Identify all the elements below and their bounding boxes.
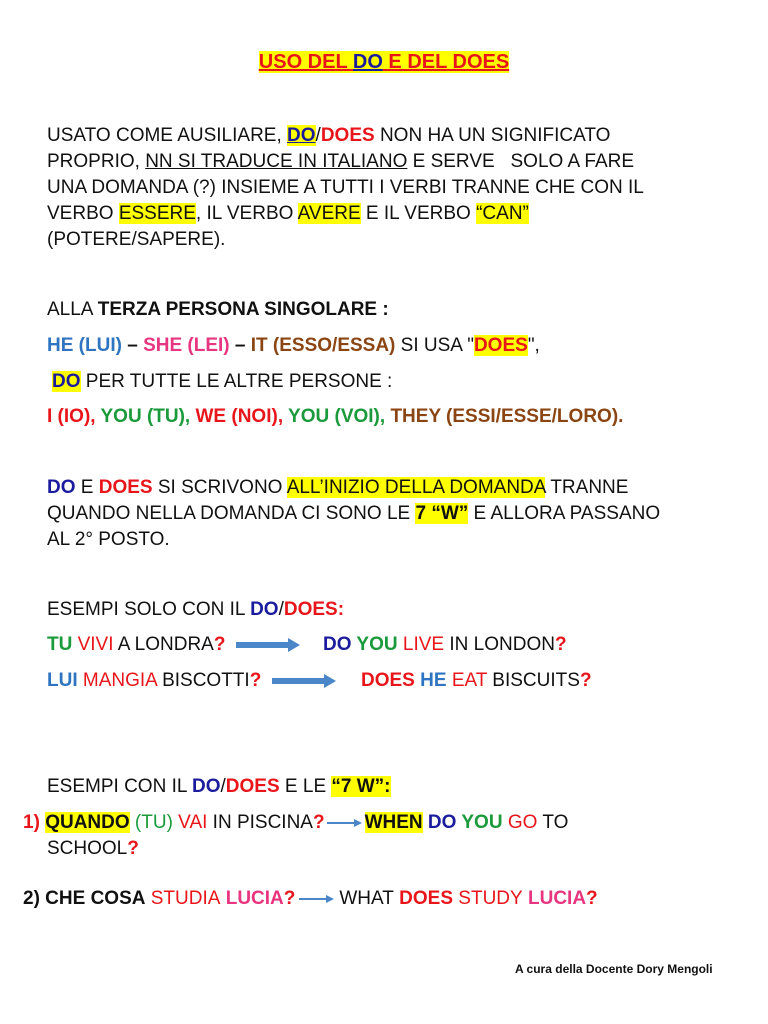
pronoun-we: WE (NOI), bbox=[190, 406, 284, 427]
intro-text: , IL VERBO bbox=[195, 203, 298, 224]
question-mark: ? bbox=[586, 888, 598, 909]
question-mark: ? bbox=[283, 888, 296, 909]
word-tu: TU bbox=[47, 634, 73, 655]
word-tu: (TU) bbox=[129, 812, 173, 833]
intro-slash: / bbox=[315, 125, 321, 146]
example-row-2-translation bbox=[361, 668, 592, 694]
pronoun-you: YOU (TU), bbox=[95, 406, 191, 427]
intro-do: DO bbox=[287, 125, 316, 146]
right-arrow-icon bbox=[271, 674, 337, 688]
example-text: SCHOOL bbox=[47, 838, 128, 859]
right-arrow-icon bbox=[299, 893, 335, 905]
examples2-text: E LE bbox=[279, 776, 332, 797]
position-line-1 bbox=[47, 475, 628, 501]
example-row-1 bbox=[47, 632, 305, 658]
intro-text: NON HA UN SIGNIFICATO bbox=[374, 125, 611, 146]
examples2-slash: / bbox=[220, 776, 226, 797]
intro-text: USATO COME AUSILIARE, bbox=[47, 125, 288, 146]
examples2-does: DOES bbox=[225, 776, 280, 797]
page-title bbox=[0, 49, 768, 75]
word-does: DOES bbox=[361, 670, 415, 691]
third-text: ", bbox=[527, 335, 540, 356]
pronoun-it: IT (ESSO/ESSA) bbox=[250, 335, 396, 356]
position-line-2 bbox=[47, 501, 660, 527]
word-mangia: MANGIA bbox=[77, 670, 157, 691]
word-vivi: VIVI bbox=[72, 634, 114, 655]
position-do: DO bbox=[47, 477, 76, 498]
footer-credit: A cura della Docente Dory Mengoli bbox=[515, 962, 713, 976]
intro-can: “CAN” bbox=[476, 203, 529, 224]
word-eat: EAT bbox=[446, 670, 488, 691]
intro-line-3: UNA DOMANDA (?) INSIEME A TUTTI I VERBI TRANNE CHE CON IL bbox=[47, 177, 644, 198]
examples1-does: DOES: bbox=[283, 599, 345, 620]
question-mark: ? bbox=[554, 634, 567, 655]
pronoun-i: I (IO), bbox=[47, 406, 96, 427]
intro-does: DOES bbox=[320, 125, 375, 146]
example-row-2 bbox=[47, 668, 341, 694]
intro-text: VERBO bbox=[47, 203, 119, 224]
examples2-do: DO bbox=[192, 776, 221, 797]
word-does: DOES bbox=[393, 888, 454, 909]
word-you: YOU bbox=[351, 634, 398, 655]
word-live: LIVE bbox=[397, 634, 445, 655]
word-when: WHEN bbox=[364, 812, 423, 833]
word-he: HE bbox=[414, 670, 447, 691]
position-text: E ALLORA PASSANO bbox=[468, 503, 661, 524]
example-text: BISCUITS bbox=[487, 670, 580, 691]
dash: – bbox=[229, 335, 251, 356]
word-che-cosa: CHE COSA bbox=[39, 888, 146, 909]
title-do: DO bbox=[352, 51, 383, 73]
example-text: TO bbox=[537, 812, 569, 833]
word-do: DO bbox=[323, 634, 352, 655]
others-line bbox=[52, 369, 392, 395]
example-text: IN LONDON bbox=[444, 634, 555, 655]
intro-essere: ESSERE bbox=[118, 203, 196, 224]
question-mark: ? bbox=[312, 812, 325, 833]
position-does: DOES bbox=[98, 477, 153, 498]
position-line-3: AL 2° POSTO. bbox=[47, 529, 170, 550]
position-text: E bbox=[75, 477, 99, 498]
word-you: YOU bbox=[456, 812, 503, 833]
pronoun-you-plural: YOU (VOI), bbox=[283, 406, 386, 427]
examples1-do: DO bbox=[250, 599, 279, 620]
pronouns-line bbox=[47, 404, 623, 430]
dash: – bbox=[121, 335, 144, 356]
example-text: IN PISCINA bbox=[207, 812, 313, 833]
position-highlight: ALL’INIZIO DELLA DOMANDA bbox=[286, 477, 546, 498]
intro-line-5: (POTERE/SAPERE). bbox=[47, 229, 226, 250]
question-mark: ? bbox=[213, 634, 226, 655]
third-bold: TERZA PERSONA SINGOLARE : bbox=[97, 299, 389, 320]
examples1-slash: / bbox=[278, 599, 284, 620]
third-prefix: ALLA bbox=[47, 299, 98, 320]
third-does: DOES bbox=[473, 335, 528, 356]
word-go: GO bbox=[502, 812, 538, 833]
title-part2: E DEL DOES bbox=[382, 51, 510, 73]
position-text: TRANNE bbox=[545, 477, 629, 498]
word-what: WHAT bbox=[339, 888, 394, 909]
others-do: DO bbox=[52, 371, 81, 392]
word-lui: LUI bbox=[47, 670, 78, 691]
example-text: BISCOTTI bbox=[156, 670, 250, 691]
intro-text: E SERVE SOLO A FARE bbox=[407, 151, 635, 172]
pronoun-they: THEY (ESSI/ESSE/LORO). bbox=[385, 406, 624, 427]
w-example-2 bbox=[23, 886, 598, 912]
intro-line-4 bbox=[47, 201, 529, 227]
examples2-heading bbox=[47, 774, 391, 800]
examples2-text: ESEMPI CON IL bbox=[47, 776, 192, 797]
example-row-1-translation bbox=[323, 632, 567, 658]
examples2-7w: “7 W”: bbox=[331, 776, 391, 797]
word-do: DO bbox=[422, 812, 457, 833]
right-arrow-icon bbox=[235, 638, 301, 652]
third-person-line bbox=[47, 333, 540, 359]
position-text: QUANDO NELLA DOMANDA CI SONO LE bbox=[47, 503, 416, 524]
example-number: 2) bbox=[23, 888, 40, 909]
intro-avere: AVERE bbox=[297, 203, 361, 224]
intro-text: PROPRIO, bbox=[47, 151, 146, 172]
word-study: STUDY bbox=[453, 888, 523, 909]
intro-line-2 bbox=[47, 149, 634, 175]
third-text: SI USA " bbox=[395, 335, 474, 356]
example-number: 1) bbox=[23, 812, 40, 833]
w-example-1-cont bbox=[47, 836, 139, 862]
examples1-text: ESEMPI SOLO CON IL bbox=[47, 599, 251, 620]
intro-underlined: NN SI TRADUCE IN ITALIANO bbox=[145, 151, 408, 172]
word-lucia: LUCIA bbox=[522, 888, 587, 909]
title-part1: USO DEL bbox=[258, 51, 353, 73]
right-arrow-icon bbox=[327, 817, 363, 829]
intro-line-1 bbox=[47, 123, 610, 149]
intro-text: E IL VERBO bbox=[360, 203, 477, 224]
third-person-heading bbox=[47, 297, 389, 323]
w-example-1 bbox=[23, 810, 568, 836]
example-text: A LONDRA bbox=[113, 634, 214, 655]
pronoun-he: HE (LUI) bbox=[47, 335, 122, 356]
position-7w: 7 “W” bbox=[415, 503, 469, 524]
word-vai: VAI bbox=[172, 812, 208, 833]
word-studia: STUDIA bbox=[145, 888, 221, 909]
question-mark: ? bbox=[249, 670, 262, 691]
others-text: PER TUTTE LE ALTRE PERSONE : bbox=[80, 371, 393, 392]
question-mark: ? bbox=[127, 838, 139, 859]
pronoun-she: SHE (LEI) bbox=[143, 335, 230, 356]
position-text: SI SCRIVONO bbox=[152, 477, 287, 498]
examples1-heading bbox=[47, 597, 344, 623]
question-mark: ? bbox=[579, 670, 592, 691]
word-lucia: LUCIA bbox=[220, 888, 284, 909]
word-quando: QUANDO bbox=[45, 812, 130, 833]
